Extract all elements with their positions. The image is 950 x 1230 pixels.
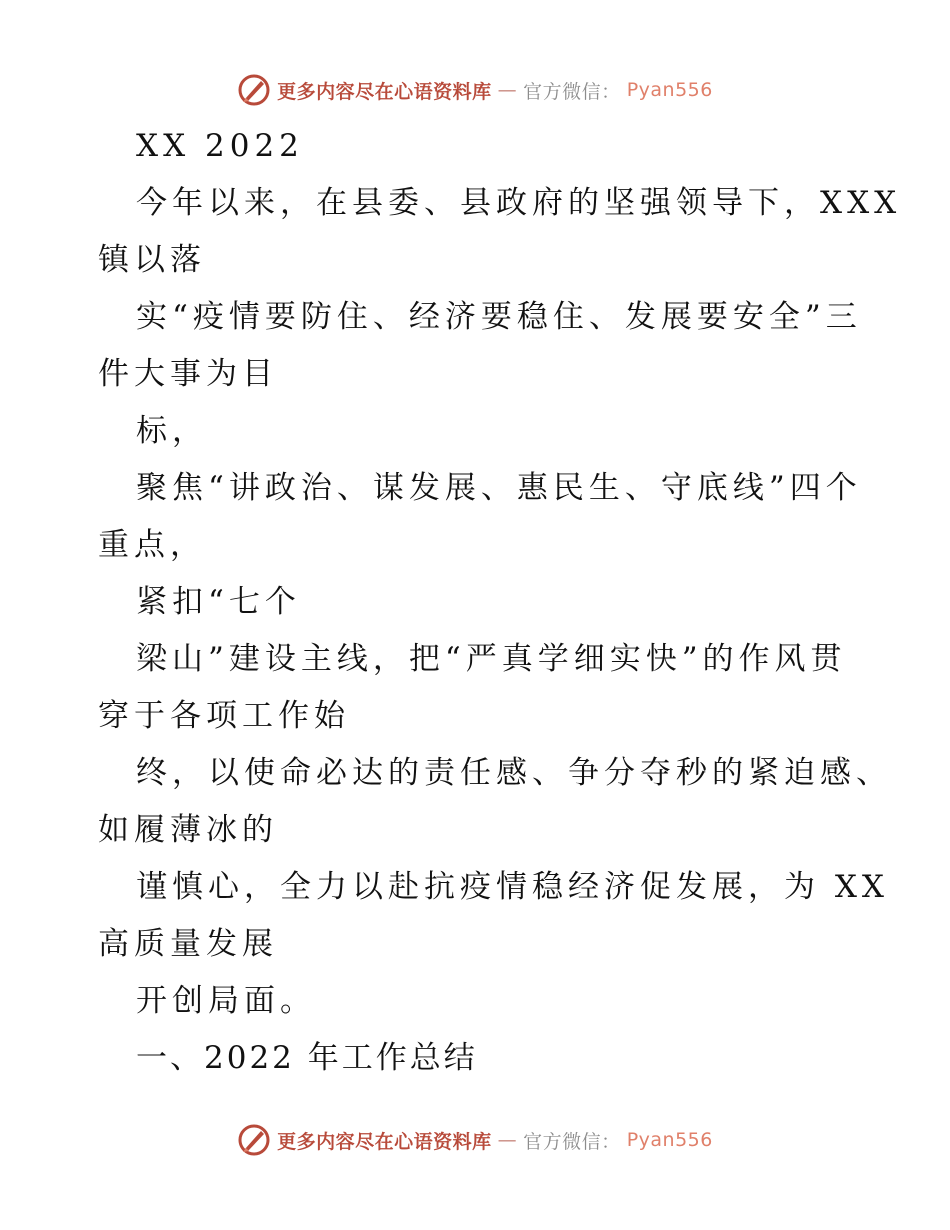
watermark-dash: —: [497, 79, 518, 101]
section-heading: 一、2022 年工作总结: [136, 1040, 478, 1076]
watermark-text: 更多内容尽在心语资料库: [277, 1130, 492, 1153]
document-line: 标，: [136, 413, 208, 449]
document-line: 聚焦“讲政治、谋发展、惠民生、守底线”四个: [136, 470, 862, 506]
document-body: [98, 118, 902, 1087]
document-line: 穿于各项工作始: [98, 698, 350, 734]
document-line: 高质量发展: [98, 926, 278, 962]
quill-pen-logo-icon: [237, 73, 271, 107]
watermark-label: 官方微信：: [523, 80, 621, 103]
document-line: 谨慎心，全力以赴抗疫情稳经济促发展，为 XX: [136, 869, 889, 905]
document-line: 梁山”建设主线，把“严真学细实快”的作风贯: [136, 641, 847, 677]
document-line: 今年以来，在县委、县政府的坚强领导下，XXX: [136, 185, 902, 221]
watermark-wechat-id: Pyan556: [626, 79, 713, 101]
document-line: 重点，: [98, 527, 206, 563]
watermark-footer: [0, 1120, 950, 1160]
watermark-dash: —: [497, 1129, 518, 1151]
quill-pen-logo-icon: [237, 1123, 271, 1157]
watermark-header: [0, 70, 950, 110]
document-line: 紧扣“七个: [136, 584, 301, 620]
document-line: XX 2022: [136, 128, 304, 164]
document-line: 如履薄冰的: [98, 812, 278, 848]
watermark-label: 官方微信：: [523, 1130, 621, 1153]
document-line: 件大事为目: [98, 356, 278, 392]
watermark-text: 更多内容尽在心语资料库: [277, 80, 492, 103]
watermark-wechat-id: Pyan556: [626, 1129, 713, 1151]
document-line: 终，以使命必达的责任感、争分夺秒的紧迫感、: [136, 755, 892, 791]
document-line: 实“疫情要防住、经济要稳住、发展要安全”三: [136, 299, 862, 335]
document-line: 开创局面。: [136, 983, 316, 1019]
document-line: 镇以落: [98, 242, 206, 278]
